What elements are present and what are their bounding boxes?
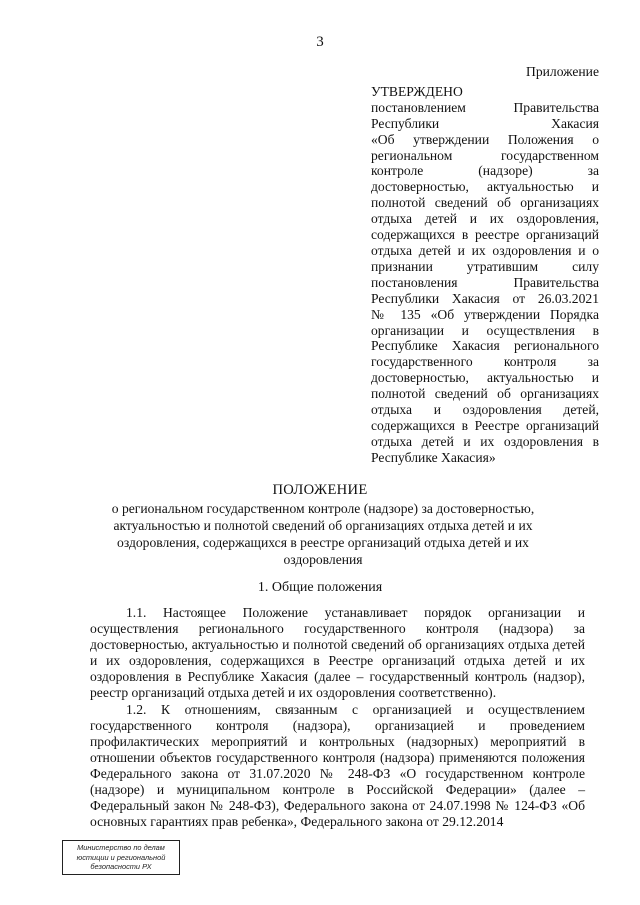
approval-line: постановлением Правительства — [371, 99, 599, 115]
approval-line: № 135 «Об утверждении Порядка — [371, 306, 599, 322]
document-title: ПОЛОЖЕНИЕ — [272, 482, 368, 498]
approval-line: отдыха детей и их оздоровления в — [371, 433, 599, 449]
section-body — [90, 605, 585, 832]
approval-line: контроле (надзоре) за — [371, 163, 599, 179]
ministry-stamp — [62, 840, 180, 875]
document-subtitle: о региональном государственном контроле (надзоре) за достоверностью, актуальностью и полнотой сведений об организациях отдыха детей и их оздоровления, содержащихся в реестре организаций отдыха детей и их оздоровления — [111, 501, 535, 567]
approval-line-last: Республике Хакасия» — [371, 449, 496, 465]
stamp-line: безопасности РХ — [90, 862, 152, 872]
appendix-label: Приложение — [526, 64, 599, 79]
approval-line: организации и осуществления в — [371, 322, 599, 338]
approval-line: полнотой сведений об организациях — [371, 195, 599, 211]
approval-line: региональном государственном — [371, 147, 599, 163]
approval-line: полнотой сведений об организациях — [371, 386, 599, 402]
stamp-line: Министерство по делам — [77, 843, 165, 852]
approval-line: Республики Хакасия — [371, 115, 599, 131]
section-heading: 1. Общие положения — [257, 580, 383, 595]
paragraph-1-1: 1.1. Настоящее Положение устанавливает порядок организации и осуществления регионального государственного контроля (надзора) за достоверностью, актуальностью и полнотой сведений об организациях отдыха детей и их оздоровления, содержащихся в Реестре организаций отдыха детей и их оздоровления в Республике Хакасия (далее – государственный контроль (надзор), реестр организаций отдыха детей и их оздоровления соответственно). — [90, 605, 585, 700]
approval-line: достоверностью, актуальностью и — [371, 370, 599, 386]
approval-line: Республики Хакасия от 26.03.2021 — [371, 290, 599, 306]
approval-line: признании утратившим силу — [371, 258, 599, 274]
approval-line: государственного контроля за — [371, 354, 599, 370]
approval-line: содержащихся в реестре организаций — [371, 227, 599, 243]
paragraph-1-2: 1.2. К отношениям, связанным с организацией и осуществлением государственного контроля (надзора), организацией и проведением профилактических мероприятий и контрольных (надзорных) мероприятий в отношении объектов государственного контроля (надзора) применяются положения Федерального закона от 31.07.2020 № 248-ФЗ «О государственном контроле (надзоре) и муниципальном контроле в Российской Федерации» (далее – Федеральный закон № 248-ФЗ), Федерального закона от 24.07.1998 № 124-ФЗ «Об основных гарантиях прав ребенка», Федерального закона от 29.12.2014 — [90, 702, 585, 829]
stamp-line: юстиции и региональной — [76, 852, 166, 862]
approval-line: отдыха детей и их оздоровления, — [371, 211, 599, 227]
approval-line: постановления Правительства — [371, 274, 599, 290]
approval-line: содержащихся в Реестре организаций — [371, 417, 599, 433]
approval-block — [371, 64, 599, 466]
approval-line: Республике Хакасия регионального — [371, 338, 599, 354]
approval-line: достоверностью, актуальностью и — [371, 179, 599, 195]
page-number: 3 — [316, 34, 324, 50]
approval-line: «Об утверждении Положения о — [371, 131, 599, 147]
approval-text — [371, 100, 599, 466]
approval-line: отдыха детей и их оздоровления и о — [371, 242, 599, 258]
approved-label: УТВЕРЖДЕНО — [371, 83, 463, 99]
approval-line: отдыха и оздоровления детей, — [371, 402, 599, 418]
